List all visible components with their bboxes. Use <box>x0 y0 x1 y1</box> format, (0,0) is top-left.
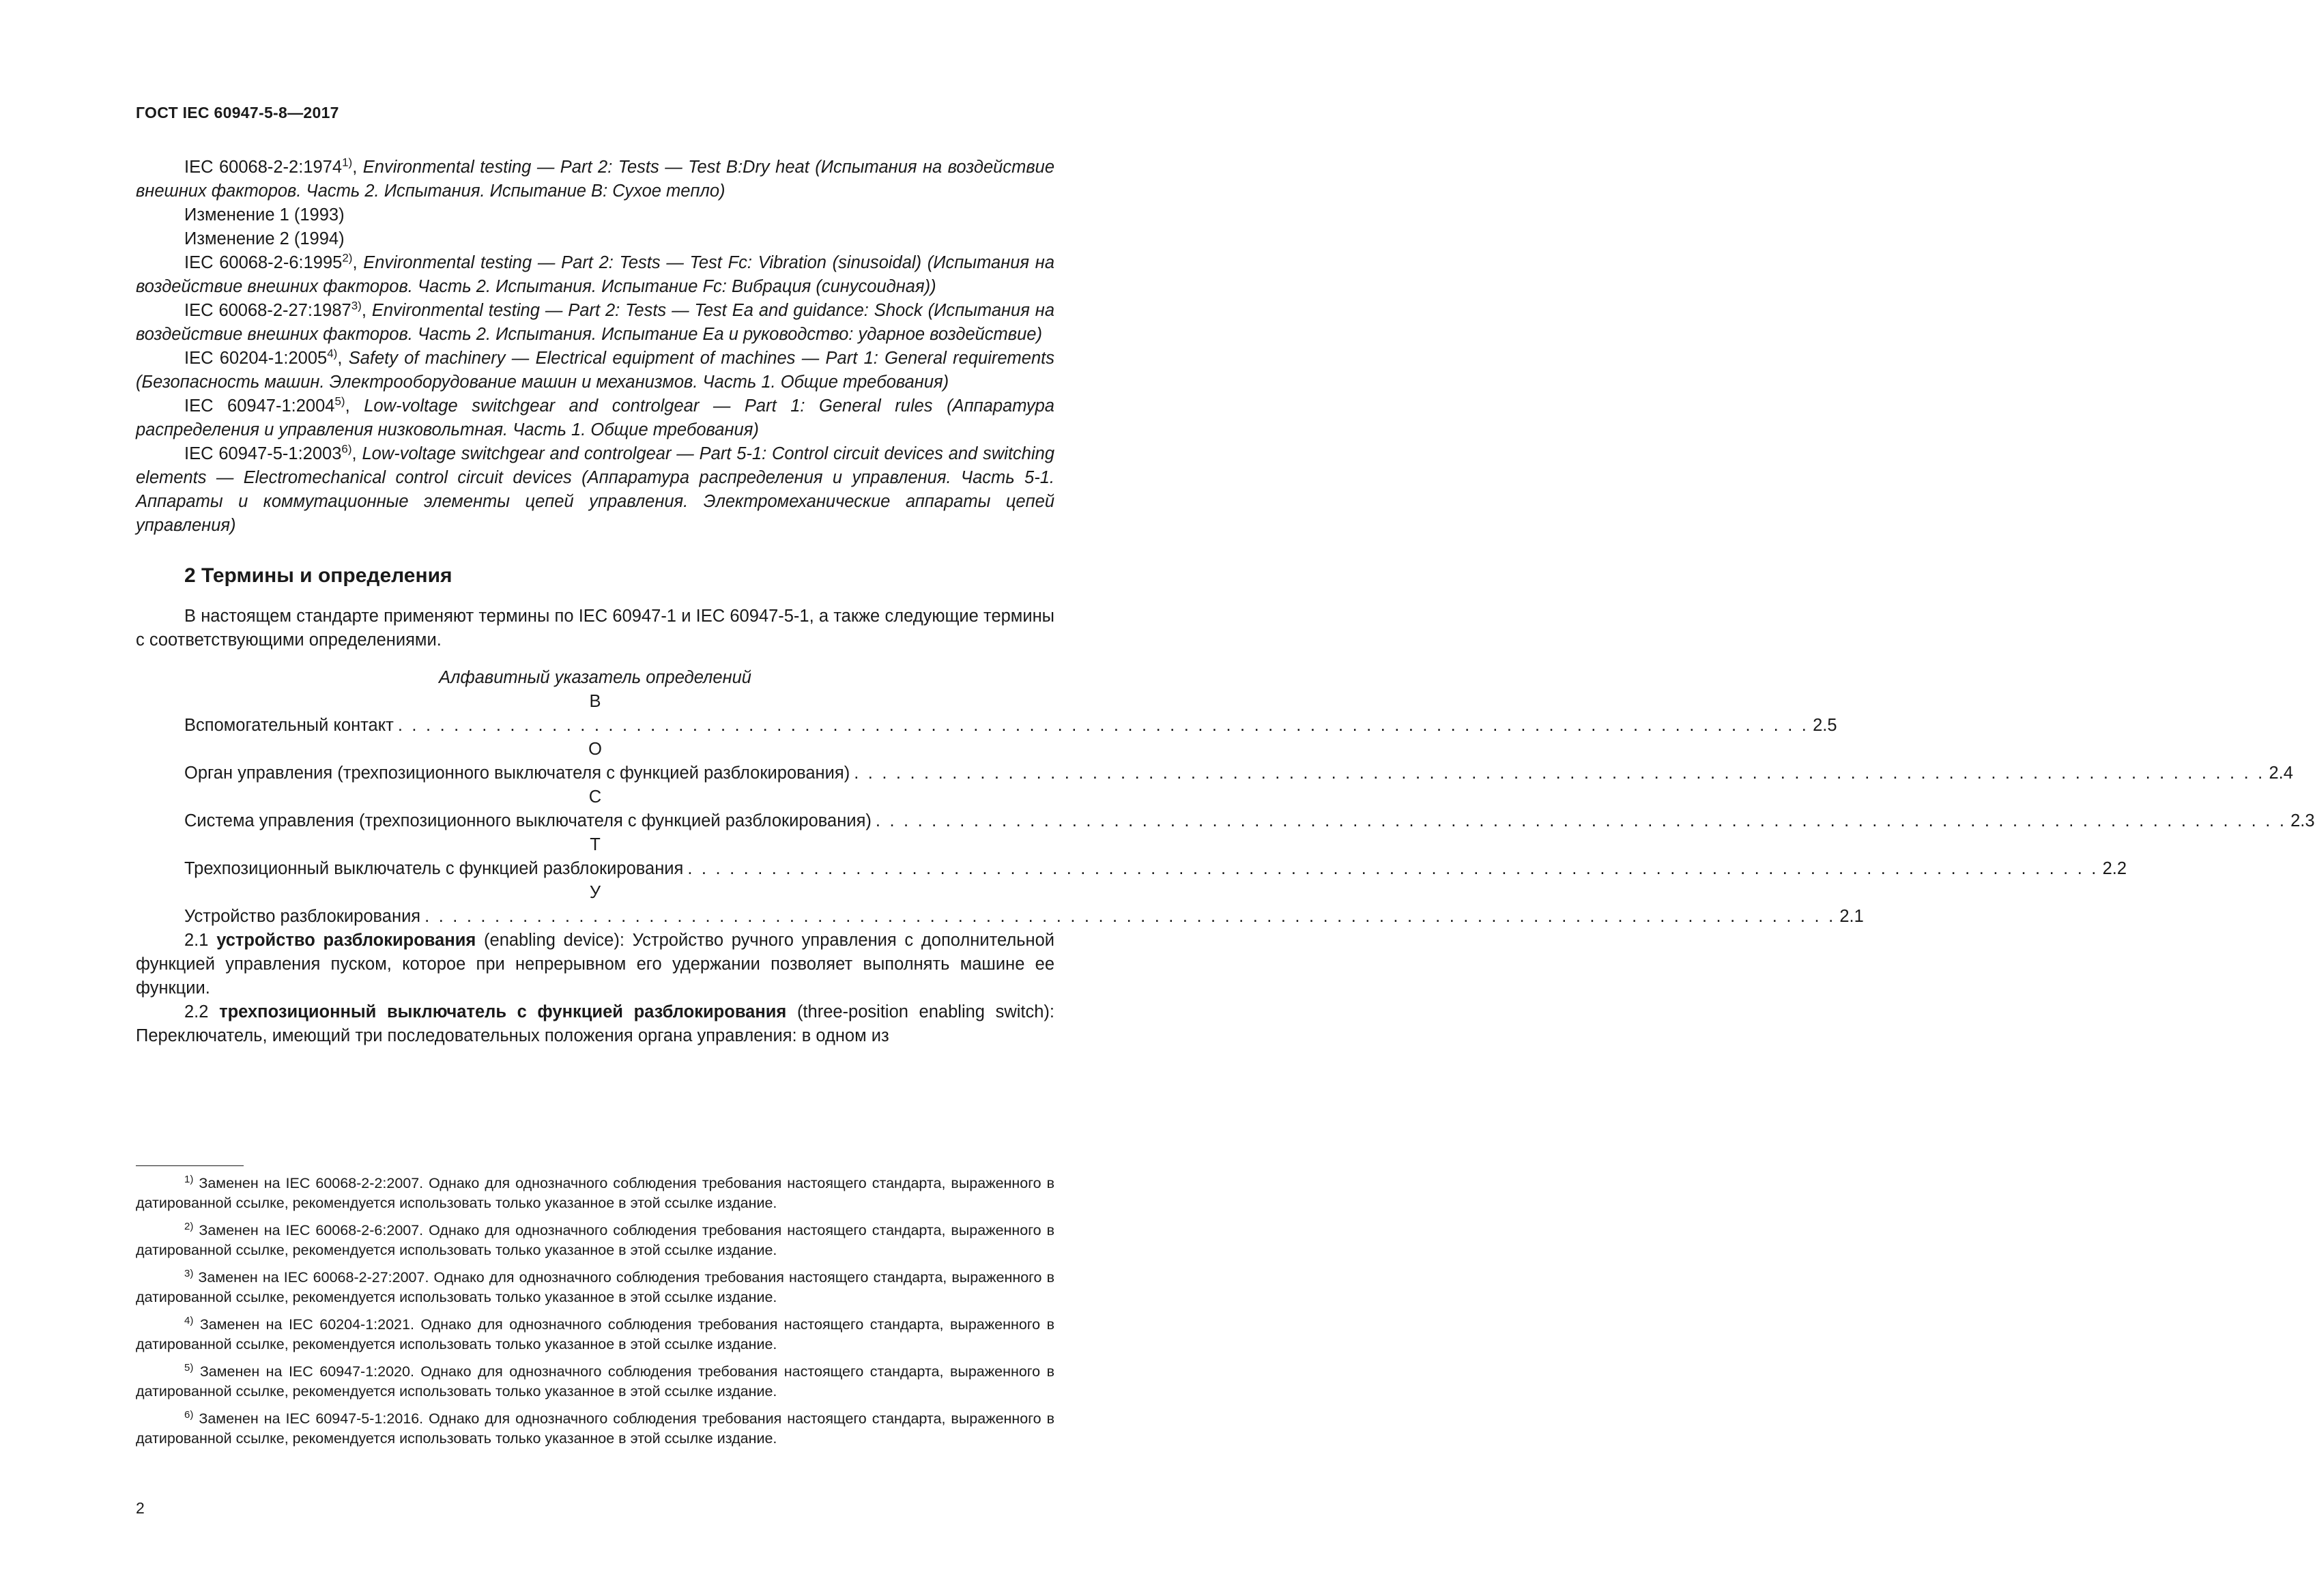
definition-number: 2.1 <box>184 931 209 950</box>
footnote-ref[interactable]: 1) <box>342 156 353 169</box>
reference-code: IEC 60068-2-27:1987 <box>184 301 351 320</box>
index-letter: В <box>589 692 601 711</box>
leader-dots: . . . . . . . . . . . . . . . . . . . . . . . . . . . . . . . . . . . . . . . . . . . . . . . . . . . . . . . . . . . . . . . . . . . . . . . . . . . . . . . . . . . . . . . . . . . . . . . . . . . . . <box>854 764 2265 783</box>
reference-title: Environmental testing — Part 2: Tests — Test B:Dry heat (Испытания на воздействие внешних факторов. Часть 2. Испытания. Испытание В: Сухое тепло) <box>136 158 1055 201</box>
reference-code: IEC 60947-1:2004 <box>184 396 335 416</box>
references-list <box>136 156 1054 538</box>
index-entry[interactable] <box>136 714 1837 738</box>
footnote-mark: 3) <box>184 1267 194 1279</box>
footnote <box>136 1362 1054 1402</box>
index-title: Алфавитный указатель определений <box>439 668 751 687</box>
reference-item: IEC 60068-2-6:1995$^{2)}$, Environmental testing — Part 2: Tests — Test Fc: Vibration (sinusoidal) (Испытания на воздействие внешних факторов. Часть 2. Испытания. Испытание Fc: Вибрация (синусоидная)) <box>136 251 1054 296</box>
section-heading: 2 Термины и определения <box>184 564 452 587</box>
footnote <box>136 1221 1054 1260</box>
footnote <box>136 1315 1054 1354</box>
reference-code: IEC 60068-2-6:1995 <box>184 253 343 272</box>
footnote <box>136 1268 1054 1307</box>
footnote <box>136 1174 1054 1213</box>
reference-title: Safety of machinery — Electrical equipment of machines — Part 1: General requirements (Безопасность машин. Электрооборудование машин и механизмов. Часть 1. Общие требования) <box>136 349 1054 392</box>
index-term: Система управления (трехпозиционного выключателя с функцией разблокирования) <box>184 811 872 830</box>
index-term: Вспомогательный контакт <box>184 716 394 735</box>
definition-number: 2.2 <box>184 1002 209 1021</box>
leader-dots: . . . . . . . . . . . . . . . . . . . . . . . . . . . . . . . . . . . . . . . . . . . . . . . . . . . . . . . . . . . . . . . . . . . . . . . . . . . . . . . . . . . . . . . . . . . . . . . . . . . . . <box>397 716 1809 735</box>
index-entry[interactable] <box>136 761 2293 785</box>
index-clause-number: 2.2 <box>2102 859 2127 878</box>
reference-amendment: Изменение 1 (1993) <box>184 205 345 224</box>
footnote-ref[interactable]: 6) <box>341 442 352 456</box>
document-header: ГОСТ IEC 60947-5-8—2017 <box>136 104 339 121</box>
reference-item: IEC 60947-5-1:2003$^{6)}$, Low-voltage switchgear and controlgear — Part 5-1: Control circuit devices and switching elements — Electromechanical control circuit devices (Аппаратура распределения и управления. Часть 5-1. Аппараты и коммутационные элементы цепей управления. Электромеханические аппараты цепей управления) <box>136 442 1054 535</box>
footnote-text: Заменен на IEC 60068-2-27:2007. Однако для однозначного соблюдения требования настоящего стандарта, выраженного в датированной ссылке, рекомендуется использовать только указанное в этой ссылке издание. <box>136 1269 1054 1305</box>
page-number: 2 <box>136 1499 145 1517</box>
definition-text: (enabling device): Устройство ручного управления с дополнительной функцией управления пуском, которое при непрерывном его удержании позволяет выполнять машине ее функции. <box>136 931 1055 998</box>
index-clause-number: 2.4 <box>2269 764 2293 783</box>
index-letter: Т <box>590 835 601 854</box>
footnote-ref[interactable]: 4) <box>327 347 338 360</box>
index-term: Трехпозиционный выключатель с функцией разблокирования <box>184 859 684 878</box>
reference-code: IEC 60068-2-2:1974 <box>184 158 343 177</box>
reference-item: IEC 60204-1:2005$^{4)}$, Safety of machinery — Electrical equipment of machines — Part 1: General requirements (Безопасность машин. Электрооборудование машин и механизмов. Часть 1. Общие требования) <box>136 347 1054 392</box>
footnote-mark: 4) <box>184 1314 194 1326</box>
definition-term: трехпозиционный выключатель с функцией разблокирования <box>219 1002 787 1021</box>
footnote-mark: 6) <box>184 1408 194 1421</box>
reference-title: Environmental testing — Part 2: Tests — Test Fc: Vibration (sinusoidal) (Испытания на воздействие внешних факторов. Часть 2. Испытания. Испытание Fc: Вибрация (синусоидная)) <box>136 253 1054 296</box>
index-entry[interactable] <box>136 857 2127 881</box>
footnote-ref[interactable]: 3) <box>351 299 362 313</box>
footnote-mark: 1) <box>184 1173 194 1185</box>
footnote-text: Заменен на IEC 60204-1:2021. Однако для однозначного соблюдения требования настоящего стандарта, выраженного в датированной ссылке, рекомендуется использовать только указанное в этой ссылке издание. <box>136 1316 1054 1352</box>
leader-dots: . . . . . . . . . . . . . . . . . . . . . . . . . . . . . . . . . . . . . . . . . . . . . . . . . . . . . . . . . . . . . . . . . . . . . . . . . . . . . . . . . . . . . . . . . . . . . . . . . . . . . <box>425 907 1836 926</box>
reference-code: IEC 60947-5-1:2003 <box>184 444 342 463</box>
index-clause-number: 2.5 <box>1813 716 1837 735</box>
footnote-text: Заменен на IEC 60947-5-1:2016. Однако для однозначного соблюдения требования настоящего стандарта, выраженного в датированной ссылке, рекомендуется использовать только указанное в этой ссылке издание. <box>136 1410 1054 1447</box>
index-letter: О <box>588 740 602 759</box>
index-entry[interactable] <box>136 905 1864 929</box>
footnote-mark: 5) <box>184 1361 194 1374</box>
index-entry[interactable] <box>136 809 2315 833</box>
footnote-text: Заменен на IEC 60068-2-2:2007. Однако для однозначного соблюдения требования настоящего стандарта, выраженного в датированной ссылке, рекомендуется использовать только указанное в этой ссылке издание. <box>136 1175 1054 1211</box>
definition-2-1 <box>136 929 1054 1000</box>
footnote-separator <box>136 1165 244 1166</box>
definition-text: (three-position enabling switch): Переключатель, имеющий три последовательных положения органа управления: в одном из <box>136 1002 1055 1045</box>
main-content <box>136 156 2315 1048</box>
leader-dots: . . . . . . . . . . . . . . . . . . . . . . . . . . . . . . . . . . . . . . . . . . . . . . . . . . . . . . . . . . . . . . . . . . . . . . . . . . . . . . . . . . . . . . . . . . . . . . . . . . . . . <box>687 859 2099 878</box>
footnote-text: Заменен на IEC 60068-2-6:2007. Однако для однозначного соблюдения требования настоящего стандарта, выраженного в датированной ссылке, рекомендуется использовать только указанное в этой ссылке издание. <box>136 1222 1054 1258</box>
index-term: Орган управления (трехпозиционного выключателя с функцией разблокирования) <box>184 764 850 783</box>
reference-item: IEC 60947-1:2004$^{5)}$, Low-voltage switchgear and controlgear — Part 1: General rules (Аппаратура распределения и управления низковольтная. Часть 1. Общие требования) <box>136 394 1054 439</box>
index-clause-number: 2.1 <box>1839 907 1864 926</box>
section-intro: В настоящем стандарте применяют термины по IEC 60947-1 и IEC 60947-5-1, а также следующие термины с соответствующими определениями. <box>136 607 1054 650</box>
footnote-text: Заменен на IEC 60947-1:2020. Однако для однозначного соблюдения требования настоящего стандарта, выраженного в датированной ссылке, рекомендуется использовать только указанное в этой ссылке издание. <box>136 1363 1054 1399</box>
reference-item: IEC 60068-2-27:1987$^{3)}$, Environmental testing — Part 2: Tests — Test Ea and guidance: Shock (Испытания на воздействие внешних факторов. Часть 2. Испытания. Испытание Еа и руководство: ударное воздействие) <box>136 299 1055 344</box>
reference-code: IEC 60204-1:2005 <box>184 349 328 368</box>
index-letter: С <box>588 787 602 807</box>
footnote-mark: 2) <box>184 1220 194 1232</box>
footnotes-section <box>136 1174 1054 1456</box>
definitions-index <box>136 690 2315 929</box>
definition-term: устройство разблокирования <box>216 931 476 950</box>
index-clause-number: 2.3 <box>2290 811 2315 830</box>
definition-2-2 <box>136 1000 1054 1048</box>
reference-amendment: Изменение 2 (1994) <box>184 229 345 248</box>
footnote-ref[interactable]: 2) <box>342 251 353 265</box>
reference-title: Low-voltage switchgear and controlgear — Part 5-1: Control circuit devices and switching elements — Electromechanical control circuit devices (Аппаратура распределения и управления. Часть 5-1. Аппараты и коммутационные элементы цепей управления. Электромеханические аппараты цепей управления) <box>136 444 1054 535</box>
index-letter: У <box>589 883 601 902</box>
reference-title: Low-voltage switchgear and controlgear — Part 1: General rules (Аппаратура распределения и управления низковольтная. Часть 1. Общие требования) <box>136 396 1054 439</box>
reference-title: Environmental testing — Part 2: Tests — Test Ea and guidance: Shock (Испытания на воздействие внешних факторов. Часть 2. Испытания. Испытание Еа и руководство: ударное воздействие) <box>136 301 1055 344</box>
leader-dots: . . . . . . . . . . . . . . . . . . . . . . . . . . . . . . . . . . . . . . . . . . . . . . . . . . . . . . . . . . . . . . . . . . . . . . . . . . . . . . . . . . . . . . . . . . . . . . . . . . . . . <box>875 811 2287 830</box>
reference-item: IEC 60068-2-2:1974$^{1)}$, Environmental testing — Part 2: Tests — Test B:Dry heat (Испытания на воздействие внешних факторов. Часть 2. Испытания. Испытание В: Сухое тепло) <box>136 156 1055 201</box>
footnote <box>136 1409 1054 1449</box>
footnote-ref[interactable]: 5) <box>334 394 345 408</box>
index-term: Устройство разблокирования <box>184 907 421 926</box>
